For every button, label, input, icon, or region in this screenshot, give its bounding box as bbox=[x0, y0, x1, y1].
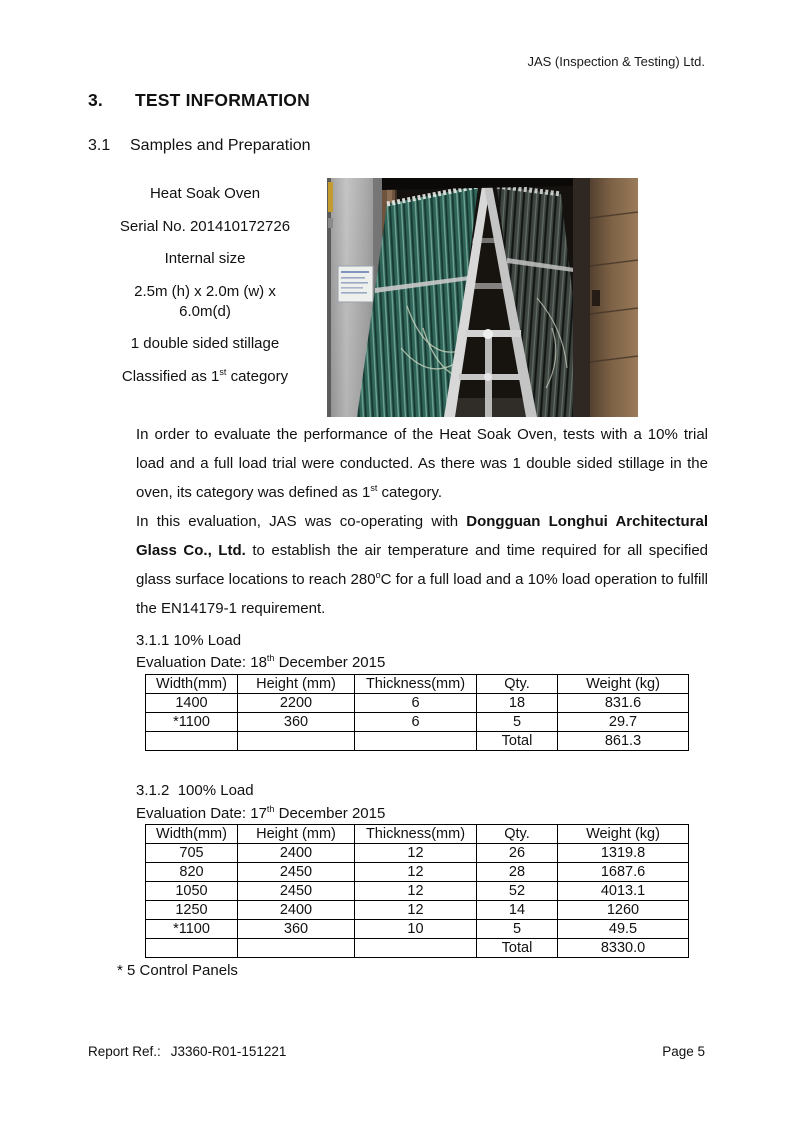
section-title: TEST INFORMATION bbox=[135, 90, 310, 110]
table-row bbox=[146, 882, 689, 901]
oven-info-block bbox=[88, 184, 322, 399]
table-row bbox=[146, 901, 689, 920]
subsection-title: Samples and Preparation bbox=[130, 137, 311, 154]
col-header-qty: Qty. bbox=[477, 675, 558, 694]
paragraph2-text: In this evaluation, JAS was co-operating with bbox=[136, 513, 467, 530]
cell-qty: 52 bbox=[477, 882, 558, 901]
oven-category bbox=[88, 367, 322, 387]
oven-category-sup: st bbox=[219, 366, 227, 377]
page-footer bbox=[88, 1044, 705, 1059]
evaluation-date-10-percent bbox=[136, 654, 385, 671]
cell-thickness: 10 bbox=[355, 920, 477, 939]
section-number: 3. bbox=[88, 90, 103, 110]
cell-qty: 5 bbox=[477, 920, 558, 939]
cell-weight: 1260 bbox=[558, 901, 689, 920]
degree-sup: o bbox=[375, 570, 381, 580]
paragraph2-text2: to establish the air temperature and time required for all specified glass surface locations to reach 280 bbox=[136, 542, 709, 588]
cell-width: 1250 bbox=[146, 901, 238, 920]
cell-height: 2450 bbox=[238, 863, 355, 882]
oven-stillage: 1 double sided stillage bbox=[130, 335, 280, 352]
oven-internal-size-label: Internal size bbox=[164, 250, 246, 267]
date1-sup: th bbox=[266, 653, 275, 663]
report-ref-label: Report Ref.: bbox=[88, 1044, 161, 1059]
table-row bbox=[146, 844, 689, 863]
cell-weight: 49.5 bbox=[558, 920, 689, 939]
cell-total-weight: 861.3 bbox=[558, 732, 689, 751]
heading-100-percent-load: 3.1.2 100% Load bbox=[136, 782, 254, 799]
oven-category-text: Classified as 1 bbox=[121, 367, 220, 385]
col-header-weight: Weight (kg) bbox=[558, 675, 689, 694]
cell-thickness: 12 bbox=[355, 901, 477, 920]
date2-sup: th bbox=[266, 804, 275, 814]
table-row bbox=[146, 713, 689, 732]
cell-weight: 831.6 bbox=[558, 694, 689, 713]
cell-thickness: 6 bbox=[355, 713, 477, 732]
paragraph-oven-evaluation bbox=[136, 420, 708, 507]
cell-weight: 1687.6 bbox=[558, 863, 689, 882]
col-header-thickness: Thickness(mm) bbox=[355, 825, 477, 844]
table-total-row bbox=[146, 732, 689, 751]
company-header: JAS (Inspection & Testing) Ltd. bbox=[527, 54, 705, 69]
table-row bbox=[146, 863, 689, 882]
cell-empty bbox=[238, 732, 355, 751]
cell-qty: 26 bbox=[477, 844, 558, 863]
col-header-qty: Qty. bbox=[477, 825, 558, 844]
table-row bbox=[146, 694, 689, 713]
cell-total-label: Total bbox=[477, 732, 558, 751]
cell-qty: 14 bbox=[477, 901, 558, 920]
cell-width: 1400 bbox=[146, 694, 238, 713]
paragraph1-text: In order to evaluate the performance of the Heat Soak Oven, tests with a 10% trial load and a full load trial were conducted. As there was 1 double sided stillage in the oven, its category was defined as 1 bbox=[136, 426, 708, 501]
oven-photo bbox=[327, 178, 638, 417]
cell-qty: 5 bbox=[477, 713, 558, 732]
cell-qty: 28 bbox=[477, 863, 558, 882]
cell-qty: 18 bbox=[477, 694, 558, 713]
cell-height: 2200 bbox=[238, 694, 355, 713]
cell-empty bbox=[146, 939, 238, 958]
cell-height: 360 bbox=[238, 920, 355, 939]
col-header-height: Height (mm) bbox=[238, 825, 355, 844]
cell-height: 360 bbox=[238, 713, 355, 732]
cell-weight: 4013.1 bbox=[558, 882, 689, 901]
table-row bbox=[146, 920, 689, 939]
cell-empty bbox=[355, 939, 477, 958]
cell-height: 2400 bbox=[238, 901, 355, 920]
col-header-width: Width(mm) bbox=[146, 675, 238, 694]
cell-width: 820 bbox=[146, 863, 238, 882]
date1-tail: December 2015 bbox=[274, 654, 386, 671]
paragraph1-tail: category. bbox=[377, 484, 443, 501]
date2-text: Evaluation Date: 17 bbox=[136, 805, 267, 822]
table-header-row bbox=[146, 675, 689, 694]
cell-weight: 1319.8 bbox=[558, 844, 689, 863]
subsection-heading bbox=[88, 137, 311, 155]
cell-thickness: 12 bbox=[355, 882, 477, 901]
date2-tail: December 2015 bbox=[274, 805, 386, 822]
table-total-row bbox=[146, 939, 689, 958]
table-100-percent-load bbox=[145, 824, 689, 958]
cell-total-weight: 8330.0 bbox=[558, 939, 689, 958]
cell-empty bbox=[355, 732, 477, 751]
paragraph-cooperation bbox=[136, 507, 708, 623]
cell-height: 2400 bbox=[238, 844, 355, 863]
subsection-number: 3.1 bbox=[88, 137, 111, 154]
company-name-bold: Dongguan Longhui Architectural Glass Co., Ltd. bbox=[136, 513, 708, 559]
col-header-width: Width(mm) bbox=[146, 825, 238, 844]
cell-thickness: 12 bbox=[355, 863, 477, 882]
col-header-thickness: Thickness(mm) bbox=[355, 675, 477, 694]
page-number: Page 5 bbox=[662, 1044, 705, 1059]
oven-serial: Serial No. 201410172726 bbox=[119, 217, 291, 235]
cell-width: 705 bbox=[146, 844, 238, 863]
oven-category-tail: category bbox=[226, 367, 289, 385]
report-ref bbox=[88, 1044, 286, 1059]
oven-name: Heat Soak Oven bbox=[149, 185, 261, 202]
oven-size-line1: 2.5m (h) x 2.0m (w) x bbox=[134, 282, 276, 300]
col-header-weight: Weight (kg) bbox=[558, 825, 689, 844]
control-panels-note: * 5 Control Panels bbox=[117, 962, 238, 979]
oven-size-line2: 6.0m(d) bbox=[179, 302, 231, 320]
cell-empty bbox=[146, 732, 238, 751]
cell-height: 2450 bbox=[238, 882, 355, 901]
cell-width: 1050 bbox=[146, 882, 238, 901]
col-header-height: Height (mm) bbox=[238, 675, 355, 694]
oven-photo-image bbox=[327, 178, 638, 417]
cell-width: *1100 bbox=[146, 713, 238, 732]
table-header-row bbox=[146, 825, 689, 844]
evaluation-date-100-percent bbox=[136, 805, 385, 822]
cell-thickness: 6 bbox=[355, 694, 477, 713]
cell-weight: 29.7 bbox=[558, 713, 689, 732]
date1-text: Evaluation Date: 18 bbox=[136, 654, 267, 671]
heading-10-percent-load: 3.1.1 10% Load bbox=[136, 632, 242, 649]
cell-thickness: 12 bbox=[355, 844, 477, 863]
cell-total-label: Total bbox=[477, 939, 558, 958]
cell-width: *1100 bbox=[146, 920, 238, 939]
section-heading bbox=[88, 90, 310, 111]
paragraph1-sup: st bbox=[370, 483, 378, 493]
table-10-percent-load bbox=[145, 674, 689, 751]
report-ref-value: J3360-R01-151221 bbox=[170, 1044, 287, 1059]
paragraph2-tail: C for a full load and a 10% load operation to fulfill the EN14179-1 requirement. bbox=[136, 571, 708, 617]
cell-empty bbox=[238, 939, 355, 958]
